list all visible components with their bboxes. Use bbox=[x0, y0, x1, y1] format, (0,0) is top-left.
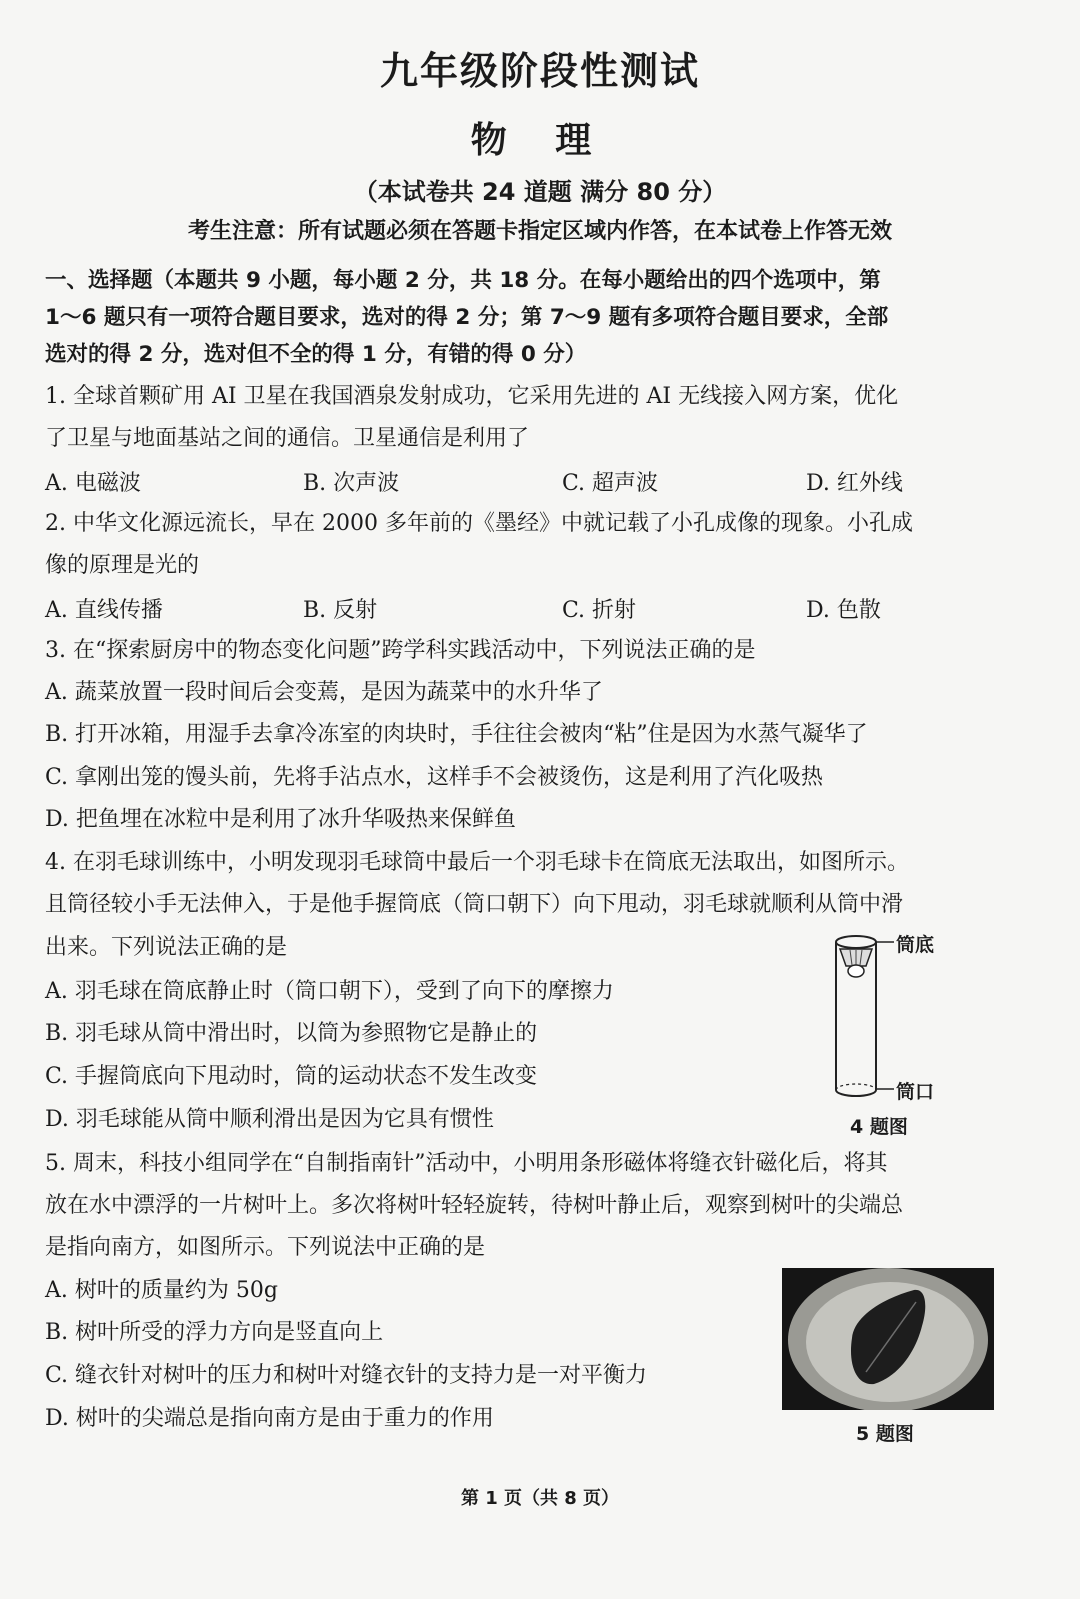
q5-stem-line: 放在水中漂浮的一片树叶上。多次将树叶轻轻旋转，待树叶静止后，观察到树叶的尖端总 bbox=[45, 1193, 904, 1218]
section-instructions-line: 选对的得 2 分，选对但不全的得 1 分，有错的得 0 分） bbox=[45, 342, 587, 367]
q5-stem-line: 5. 周末，科技小组同学在“自制指南针”活动中，小明用条形磁体将缝衣针磁化后，将其 bbox=[45, 1151, 888, 1176]
q4-stem-line: 且筒径较小手无法伸入，于是他手握筒底（筒口朝下）向下甩动，羽毛球就顺利从筒中滑 bbox=[45, 892, 904, 917]
section-instructions-line: 1～6 题只有一项符合题目要求，选对的得 2 分；第 7～9 题有多项符合题目要求，全部 bbox=[45, 305, 889, 330]
tube-top-rim bbox=[836, 936, 876, 948]
q1-option-b: B. 次声波 bbox=[303, 471, 400, 496]
q5-figure-caption: 5 题图 bbox=[856, 1423, 914, 1445]
q2-option-b: B. 反射 bbox=[303, 598, 378, 623]
q1-stem-line: 1. 全球首颗矿用 AI 卫星在我国酒泉发射成功，它采用先进的 AI 无线接入网方案，优化 bbox=[45, 384, 899, 409]
q4-stem-line: 4. 在羽毛球训练中，小明发现羽毛球筒中最后一个羽毛球卡在筒底无法取出，如图所示。 bbox=[45, 850, 909, 875]
q5-leaf-photo bbox=[782, 1268, 994, 1410]
q4-stem-line: 出来。下列说法正确的是 bbox=[45, 935, 288, 960]
q3-option-c: C. 拿刚出笼的馒头前，先将手沾点水，这样手不会被烫伤，这是利用了汽化吸热 bbox=[45, 765, 824, 790]
q5-option-a: A. 树叶的质量约为 50g bbox=[45, 1278, 278, 1303]
q4-label-tube-mouth: 筒口 bbox=[896, 1081, 935, 1103]
q2-stem-line: 像的原理是光的 bbox=[45, 553, 200, 578]
q4-tube-figure bbox=[826, 932, 896, 1112]
q3-option-a: A. 蔬菜放置一段时间后会变蔫，是因为蔬菜中的水升华了 bbox=[45, 680, 603, 705]
q4-option-d: D. 羽毛球能从筒中顺利滑出是因为它具有惯性 bbox=[45, 1107, 494, 1132]
subject-title: 物 理 bbox=[470, 120, 610, 161]
shuttlecock-cork bbox=[848, 965, 864, 977]
q3-option-d: D. 把鱼埋在冰粒中是利用了冰升华吸热来保鲜鱼 bbox=[45, 807, 516, 832]
exam-info: （本试卷共 24 道题 满分 80 分） bbox=[353, 178, 727, 206]
q5-leaf-photo-drawing bbox=[782, 1268, 994, 1410]
exam-notice: 考生注意：所有试题必须在答题卡指定区域内作答，在本试卷上作答无效 bbox=[187, 219, 892, 244]
q1-stem-line: 了卫星与地面基站之间的通信。卫星通信是利用了 bbox=[45, 426, 530, 451]
q5-stem-line: 是指向南方，如图所示。下列说法中正确的是 bbox=[45, 1235, 486, 1260]
q2-stem-line: 2. 中华文化源远流长，早在 2000 多年前的《墨经》中就记载了小孔成像的现象。小孔成 bbox=[45, 511, 913, 536]
q5-option-c: C. 缝衣针对树叶的压力和树叶对缝衣针的支持力是一对平衡力 bbox=[45, 1363, 648, 1388]
tube-bottom-edge bbox=[836, 1090, 876, 1096]
q1-option-d: D. 红外线 bbox=[806, 471, 903, 496]
page-number: 第 1 页（共 8 页） bbox=[460, 1488, 620, 1509]
q4-option-a: A. 羽毛球在筒底静止时（筒口朝下），受到了向下的摩擦力 bbox=[45, 979, 614, 1004]
q2-option-a: A. 直线传播 bbox=[45, 598, 163, 623]
exam-title: 九年级阶段性测试 bbox=[379, 49, 700, 93]
q2-option-d: D. 色散 bbox=[806, 598, 881, 623]
tube-bottom-hidden-edge bbox=[836, 1084, 876, 1090]
q5-option-b: B. 树叶所受的浮力方向是竖直向上 bbox=[45, 1320, 384, 1345]
q1-option-c: C. 超声波 bbox=[562, 471, 659, 496]
q4-figure-caption: 4 题图 bbox=[850, 1116, 908, 1138]
q2-option-c: C. 折射 bbox=[562, 598, 637, 623]
q1-option-a: A. 电磁波 bbox=[45, 471, 141, 496]
q4-label-tube-bottom: 筒底 bbox=[896, 934, 935, 956]
q3-option-b: B. 打开冰箱，用湿手去拿冷冻室的肉块时，手往往会被肉“粘”住是因为水蒸气凝华了 bbox=[45, 722, 868, 747]
q4-option-b: B. 羽毛球从筒中滑出时，以筒为参照物它是静止的 bbox=[45, 1021, 538, 1046]
section-instructions-line: 一、选择题（本题共 9 小题，每小题 2 分，共 18 分。在每小题给出的四个选项中，第 bbox=[45, 268, 881, 293]
q5-option-d: D. 树叶的尖端总是指向南方是由于重力的作用 bbox=[45, 1406, 494, 1431]
q3-stem-line: 3. 在“探索厨房中的物态变化问题”跨学科实践活动中，下列说法正确的是 bbox=[45, 638, 756, 663]
q4-option-c: C. 手握筒底向下甩动时，筒的运动状态不发生改变 bbox=[45, 1064, 538, 1089]
